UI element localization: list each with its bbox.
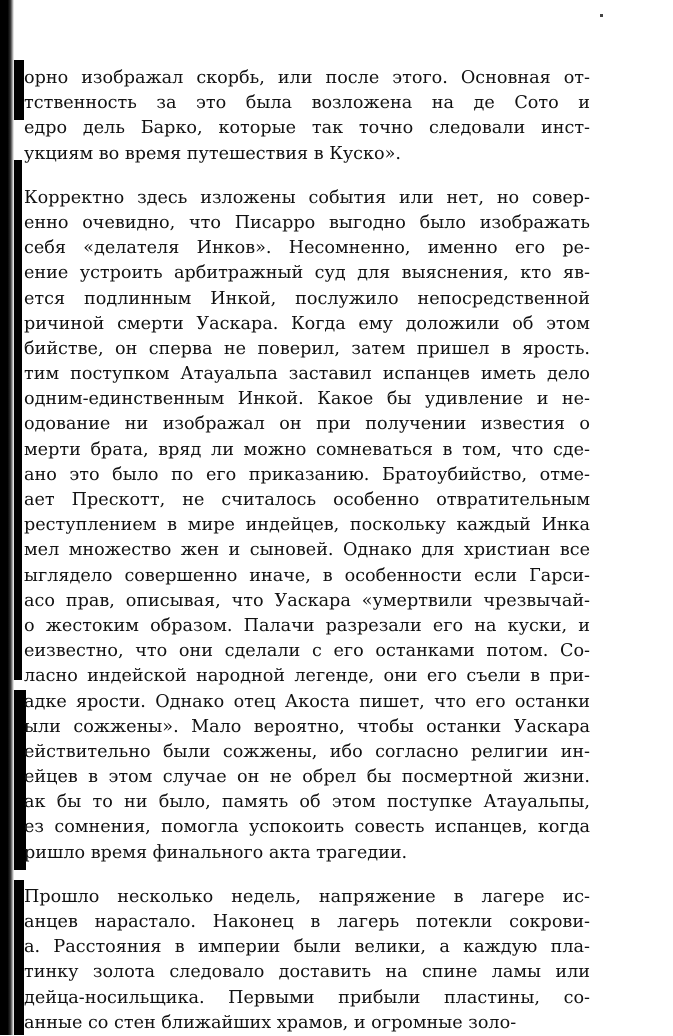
text-line: ано это было по его приказанию. Братоубийство, отме- (24, 464, 590, 485)
text-line: бийстве, он сперва не поверил, затем пришел в ярость. (24, 338, 590, 359)
binding-blot (14, 60, 24, 120)
text-line: Корректно здесь изложены события или нет, но совер- (24, 187, 590, 208)
text-line: одним-единственным Инкой. Какое бы удивление и не- (24, 389, 590, 410)
text-line: енно очевидно, что Писарро выгодно было изображать (24, 212, 590, 233)
text-line: ез сомнения, помогла успокоить совесть испанцев, когда (24, 817, 590, 838)
text-line: ейцев в этом случае он не обрел бы посмертной жизни. (24, 767, 590, 788)
text-line: тственность за это была возложена на де Сото и (24, 93, 590, 114)
text-line: ришло время финального акта трагедии. (24, 842, 408, 863)
text-line: Прошло несколько недель, напряжение в лагере ис- (24, 886, 590, 907)
text-line: ение устроить арбитражный суд для выяснения, кто яв- (24, 263, 590, 284)
text-line: себя «делателя Инков». Несомненно, именно его ре- (24, 238, 590, 259)
text-line: одование ни изображал он при получении известия о (24, 414, 590, 435)
text-line: едро дель Барко, которые так точно следовали инст- (24, 118, 590, 139)
text-line: анные со стен ближайших храмов, и огромные золо- (24, 1012, 517, 1033)
body-text (24, 66, 590, 1036)
paragraph (24, 885, 590, 1036)
binding-blot (14, 880, 24, 1035)
text-line: ласно индейской народной легенде, они его съели в при- (24, 666, 590, 687)
text-line: мел множество жен и сыновей. Однако для христиан все (24, 540, 590, 561)
speck (600, 14, 603, 17)
text-line: ричиной смерти Уаскара. Когда ему доложили об этом (24, 313, 590, 334)
text-line: ыглядело совершенно иначе, в особенности если Гарси- (24, 565, 590, 586)
text-line: реступлением в мире индейцев, поскольку каждый Инка (24, 515, 590, 536)
text-line: укциям во время путешествия в Куско». (24, 143, 401, 164)
text-line: асо прав, описывая, что Уаскара «умертвили чрезвычай- (24, 590, 590, 611)
text-line: анцев нарастало. Наконец в лагерь потекли сокрови- (24, 912, 590, 932)
paragraph (24, 186, 590, 866)
binding-shadow (0, 0, 14, 1035)
text-line: ает Прескотт, не считалось особенно отвратительным (24, 490, 590, 510)
text-line: адке ярости. Однако отец Акоста пишет, что его останки (24, 691, 590, 712)
text-line: ак бы то ни было, память об этом поступке Атауальпы, (24, 792, 590, 813)
text-line: дейца-носильщика. Первыми прибыли пластины, со- (24, 987, 590, 1008)
text-line: тинку золота следовало доставить на спине ламы или (24, 962, 590, 983)
paragraph (24, 66, 590, 167)
binding-blot (14, 160, 22, 680)
text-line: а. Расстояния в империи были велики, а каждую пла- (24, 937, 590, 958)
paragraph-gap (24, 866, 590, 885)
text-line: мерти брата, вряд ли можно сомневаться в том, что сде- (24, 439, 590, 460)
text-line: орно изображал скорбь, или после этого. Основная от- (24, 68, 590, 88)
text-line: о жестоким образом. Палачи разрезали его на куски, и (24, 615, 590, 636)
paragraph-gap (24, 167, 590, 186)
text-line: ется подлинным Инкой, послужило непосредственной (24, 288, 590, 309)
text-line: тим поступком Атауальпа заставил испанцев иметь дело (24, 364, 590, 385)
text-line: ействительно были сожжены, ибо согласно религии ин- (24, 741, 590, 762)
text-line: ыли сожжены». Мало вероятно, чтобы останки Уаскара (24, 716, 590, 737)
text-line: еизвестно, что они сделали с его останками потом. Со- (24, 641, 590, 662)
